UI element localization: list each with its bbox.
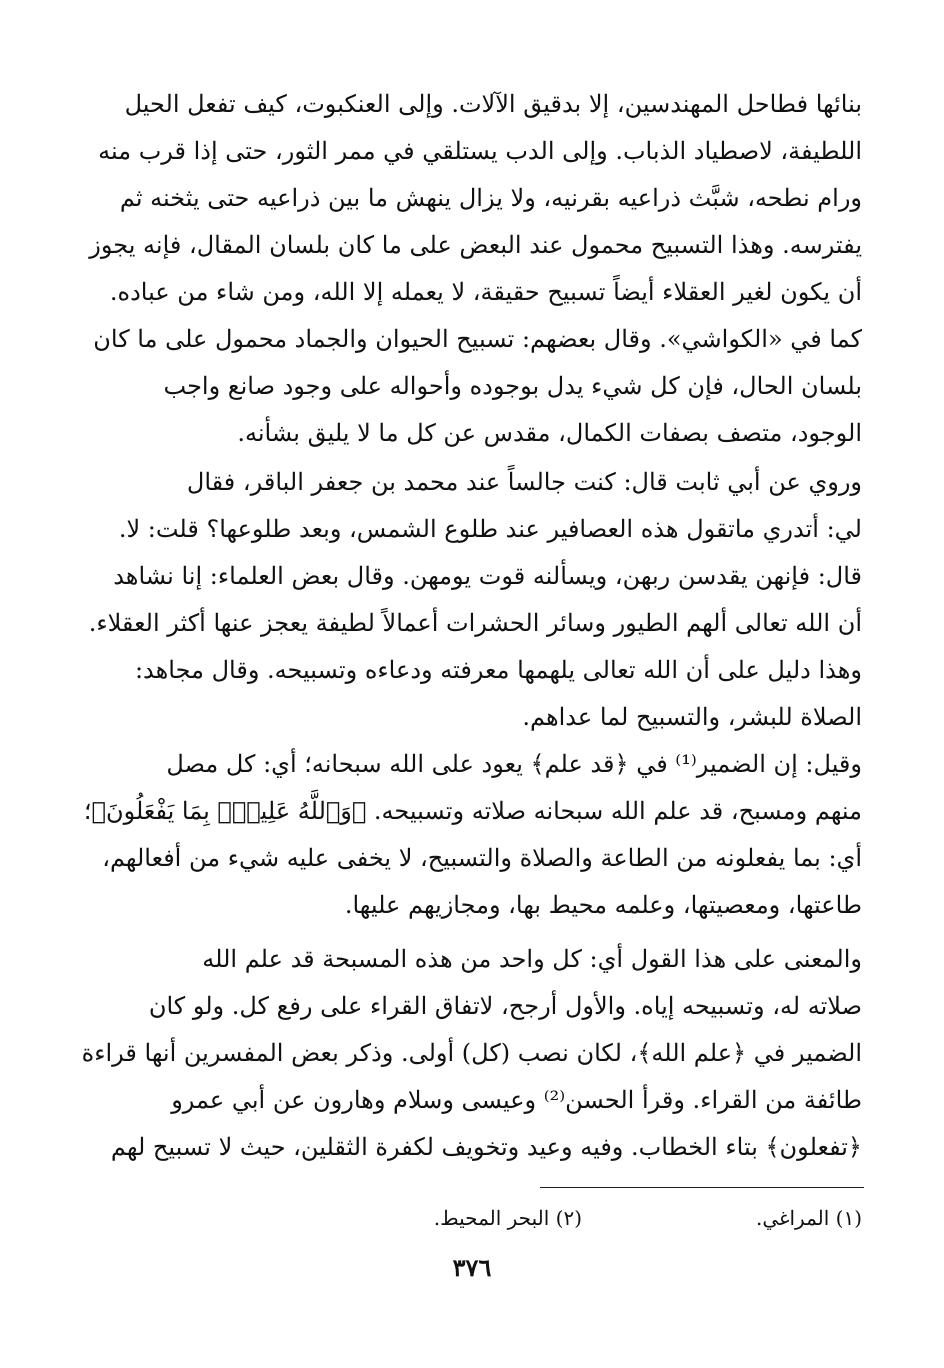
paragraph-1 (82, 81, 862, 457)
text-line: كما في «الكواشي». وقال بعضهم: تسبيح الحيوان والجماد محمول على ما كان (93, 325, 862, 353)
footnote-separator (540, 1187, 864, 1188)
paragraph-2 (82, 459, 862, 741)
text-line: وقيل: إن الضمير⁽¹⁾ في ﴿قد علم﴾ يعود على الله سبحانه؛ أي: كل مصل (166, 750, 862, 778)
text-line: أن يكون لغير العقلاء أيضاً تسبيح حقيقة، لا يعمله إلا الله، ومن شاء من عباده. (109, 278, 862, 306)
text-line: وهذا دليل على أن الله تعالى يلهمها معرفته ودعاءه وتسبيحه. وقال مجاهد: (134, 656, 862, 684)
footnotes (82, 1198, 862, 1238)
text-line: الضمير في ﴿علم الله﴾، لكان نصب (كل) أولى. وذكر بعض المفسرين أنها قراءة (82, 1039, 862, 1067)
text-line: اللطيفة، لاصطياد الذباب. وإلى الدب يستلقي في ممر الثور، حتى إذا قرب منه (98, 137, 862, 165)
footnote-2: (٢) البحر المحيط. (433, 1206, 582, 1230)
text-line: ﴿تفعلون﴾ بتاء الخطاب. وفيه وعيد وتخويف لكفرة الثقلين، حيث لا تسبيح لهم (110, 1133, 862, 1161)
text-line: طاعتها، ومعصيتها، وعلمه محيط بها، ومجازيهم عليها. (344, 891, 862, 919)
text-line: صلاته له، وتسبيحه إياه. والأول أرجح، لاتفاق القراء على رفع كل. ولو كان (148, 992, 862, 1020)
text-line: أي: بما يفعلونه من الطاعة والصلاة والتسبيح، لا يخفى عليه شيء من أفعالهم، (102, 844, 862, 872)
page-number: ٣٧٦ (452, 1253, 492, 1282)
text-line: وروي عن أبي ثابت قال: كنت جالساً عند محمد بن جعفر الباقر، فقال (186, 468, 862, 496)
text-line: منهم ومسبح، قد علم الله سبحانه صلاته وتسبيحه. ﴿وَٱللَّهُ عَلِيمٌۢ بِمَا يَفْعَلُونَ﴾؛ (83, 797, 862, 825)
text-line: والمعنى على هذا القول أي: كل واحد من هذه المسبحة قد علم الله (202, 945, 862, 973)
footnote-1: (١) المراغي. (755, 1206, 862, 1230)
text-line: لي: أتدري ماتقول هذه العصافير عند طلوع الشمس، وبعد طلوعها؟ قلت: لا. (118, 515, 862, 543)
paragraph-3 (82, 741, 862, 929)
text-line: بلسان الحال، فإن كل شيء يدل بوجوده وأحواله على وجود صانع واجب (163, 372, 862, 400)
text-line: ورام نطحه، شبَّث ذراعيه بقرنيه، ولا يزال ينهش ما بين ذراعيه حتى يثخنه ثم (119, 184, 862, 212)
paragraph-4 (82, 936, 862, 1171)
text-line: بنائها فطاحل المهندسين، إلا بدقيق الآلات. وإلى العنكبوت، كيف تفعل الحيل (124, 90, 862, 118)
text-line: يفترسه. وهذا التسبيح محمول عند البعض على ما كان بلسان المقال، فإنه يجوز (89, 231, 862, 259)
text-line: الوجود، متصف بصفات الكمال، مقدس عن كل ما لا يليق بشأنه. (237, 419, 862, 447)
text-line: أن الله تعالى ألهم الطيور وسائر الحشرات أعمالاً لطيفة يعجز عنها أكثر العقلاء. (88, 609, 862, 637)
text-line: الصلاة للبشر، والتسبيح لما عداهم. (522, 703, 862, 731)
text-line: قال: فإنهن يقدسن ربهن، ويسألنه قوت يومهن. وقال بعض العلماء: إنا نشاهد (113, 562, 862, 590)
text-line: طائفة من القراء. وقرأ الحسن⁽²⁾ وعيسى وسلام وهارون عن أبي عمرو (171, 1086, 862, 1114)
